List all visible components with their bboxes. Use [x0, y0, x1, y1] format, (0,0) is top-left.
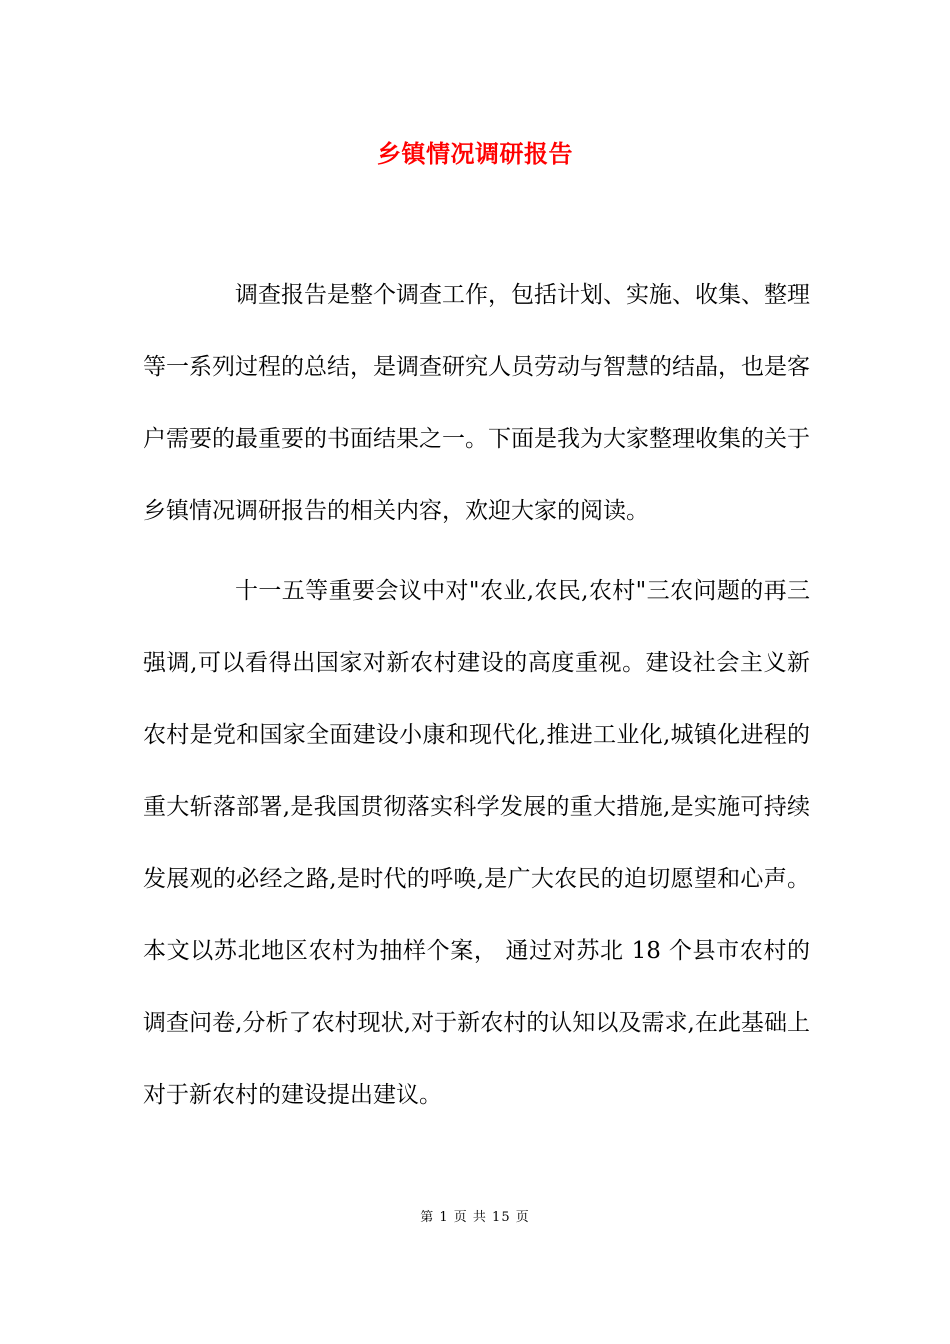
paragraph-intro: 调查报告是整个调查工作，包括计划、实施、收集、整理等一系列过程的总结，是调查研究人员劳动与智慧的结晶，也是客户需要的最重要的书面结果之一。下面是我为大家整理收集的关于乡镇情况调研报告的相关内容，欢迎大家的阅读。 — [143, 282, 810, 524]
page-number-footer: 第 1 页 共 15 页 — [420, 1210, 530, 1225]
document-title: 乡镇情况调研报告 — [377, 139, 573, 168]
paragraph-background: 十一五等重要会议中对"农业,农民,农村"三农问题的再三强调,可以看得出国家对新农村建设的高度重视。建设社会主义新农村是党和国家全面建设小康和现代化,推进工业化,城镇化进程的重大斩落部署,是我国贯彻落实科学发展的重大措施,是实施可持续发展观的必经之路,是时代的呼唤,是广大农民的迫切愿望和心声。本文以苏北地区农村为抽样个案， 通过对苏北 18 个县市农村的调查问卷,分析了农村现状,对于新农村的认知以及需求,在此基础上对于新农村的建设提出建议。 — [143, 578, 810, 1108]
